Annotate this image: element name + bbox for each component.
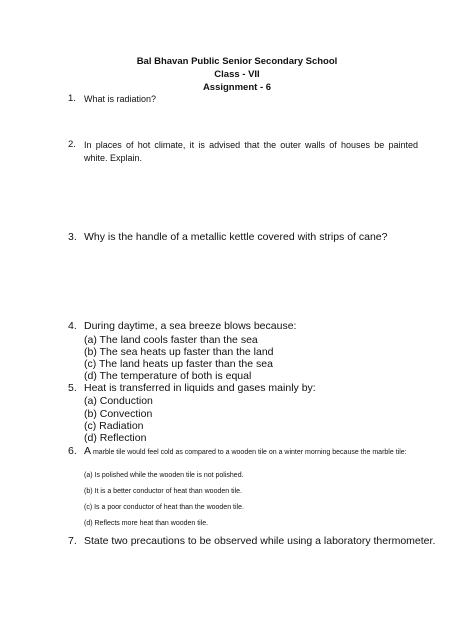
option-b: (b) Convection <box>84 408 153 420</box>
question-number: 4. <box>68 320 77 332</box>
question-text: In places of hot climate, it is advised that the outer walls of houses be painted white. Explain. <box>84 140 418 163</box>
school-name: Bal Bhavan Public Senior Secondary School <box>136 56 338 67</box>
question-number: 6. <box>68 445 77 457</box>
question-text: Heat is transferred in liquids and gases mainly by: <box>84 382 316 394</box>
assignment-title: Assignment - 6 <box>202 82 272 93</box>
option-b: (b) The sea heats up faster than the land <box>84 346 274 358</box>
option-a: (a) Is polished while the wooden tile is not polished. <box>84 472 244 479</box>
question-text: State two precautions to be observed while using a laboratory thermometer. <box>84 535 436 547</box>
option-d: (d) Reflects more heat than wooden tile. <box>84 520 209 527</box>
option-d: (d) The temperature of both is equal <box>84 370 252 382</box>
question-text: Why is the handle of a metallic kettle covered with strips of cane? <box>84 231 388 243</box>
question-number: 7. <box>68 535 77 547</box>
option-c: (c) Is a poor conductor of heat than the wooden tile. <box>84 504 244 511</box>
class-title: Class - VII <box>214 69 260 80</box>
question-number: 2. <box>68 139 76 150</box>
option-d: (d) Reflection <box>84 432 147 444</box>
question-number: 1. <box>68 93 76 104</box>
question-text: What is radiation? <box>84 94 157 104</box>
option-b: (b) It is a better conductor of heat than wooden tile. <box>84 488 242 495</box>
option-a: (a) Conduction <box>84 395 153 407</box>
option-c: (c) The land heats up faster than the sea <box>84 358 273 370</box>
question-number: 5. <box>68 382 77 394</box>
option-c: (c) Radiation <box>84 420 144 432</box>
question-lead-letter: A <box>84 445 92 457</box>
question-text: During daytime, a sea breeze blows because: <box>84 320 297 332</box>
question-text-body: marble tile would feel cold as compared to a wooden tile on a winter morning because the marble tile: <box>92 449 407 456</box>
question-number: 3. <box>68 231 77 243</box>
option-a: (a) The land cools faster than the sea <box>84 334 258 346</box>
question-text <box>84 446 424 458</box>
